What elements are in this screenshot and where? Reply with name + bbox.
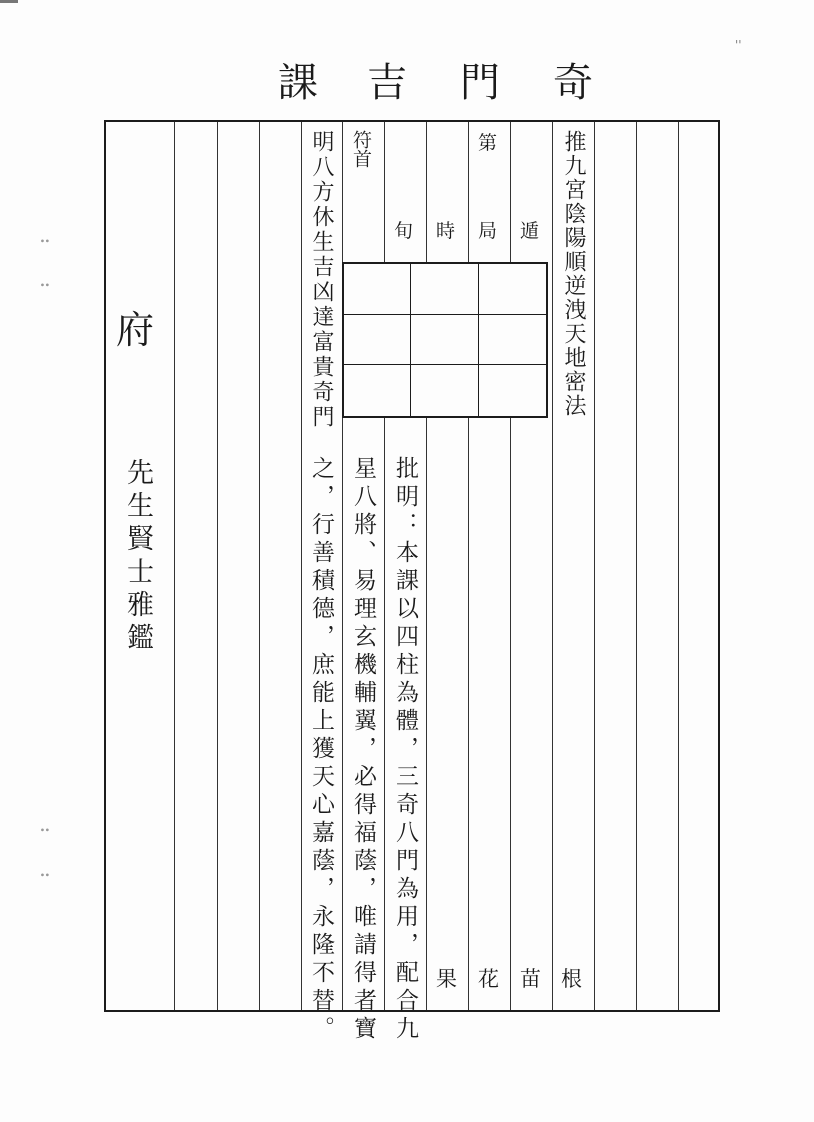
column-divider <box>510 122 511 1010</box>
column-divider <box>342 122 343 1010</box>
palace-cell <box>479 264 546 315</box>
palace-cell <box>344 315 411 366</box>
pi-ming-col-1: 批明：本課以四柱為體，三奇八門為用，配合九 <box>392 456 418 1044</box>
column-divider <box>594 122 595 1010</box>
scan-edge-mark <box>0 0 18 3</box>
column-divider <box>174 122 175 1010</box>
column-divider <box>468 122 469 1010</box>
pi-ming-col-2: 星八將、易理玄機輔翼，必得福蔭，唯請得者寶 <box>350 456 376 1044</box>
palace-cell <box>479 365 546 416</box>
column-divider <box>384 122 385 1010</box>
scan-speck: ∙∙ <box>40 236 50 247</box>
guo-label: 果 <box>436 967 457 991</box>
fu-character: 府 <box>116 308 155 352</box>
scan-speck: ∙∙ <box>40 870 50 881</box>
palace-cell <box>344 264 411 315</box>
scan-speck: ∙∙ <box>40 280 50 291</box>
fushou-label: 符首 <box>350 130 372 168</box>
dun-label: 遁 <box>520 220 540 242</box>
nine-palace-grid <box>342 262 548 418</box>
scan-speck: ∙∙ <box>40 825 50 836</box>
title-char-3: 門 <box>460 60 500 106</box>
pi-ming-col-3: 之，行善積德，庶能上獲天心嘉蔭，永隆不替。 <box>308 456 334 1044</box>
palace-cell <box>411 264 478 315</box>
shi-label: 時 <box>436 220 456 242</box>
hua-label: 花 <box>478 967 499 991</box>
title-char-1: 課 <box>278 60 318 106</box>
column-divider <box>301 122 302 1010</box>
palace-cell <box>411 315 478 366</box>
corner-mark: '' <box>735 38 742 52</box>
palace-cell <box>479 315 546 366</box>
column-divider <box>552 122 553 1010</box>
column-divider <box>426 122 427 1010</box>
gen-label: 根 <box>561 967 582 991</box>
column-divider <box>678 122 679 1010</box>
column-divider <box>217 122 218 1010</box>
title-char-4: 奇 <box>553 60 593 106</box>
column-divider <box>636 122 637 1010</box>
di-label: 第 <box>478 132 498 154</box>
palace-cell <box>344 365 411 416</box>
title-char-2: 吉 <box>367 60 407 106</box>
xun-label: 旬 <box>394 220 414 242</box>
miao-label: 苗 <box>520 967 541 991</box>
ju-label: 局 <box>478 220 498 242</box>
column-divider <box>259 122 260 1010</box>
recipient-text: 先生賢士雅鑑 <box>122 458 153 656</box>
mingba-column: 明八方休生吉凶達富貴奇門 <box>309 130 334 430</box>
header-column: 推九宮陰陽順逆洩天地密法 <box>561 130 586 418</box>
palace-cell <box>411 365 478 416</box>
